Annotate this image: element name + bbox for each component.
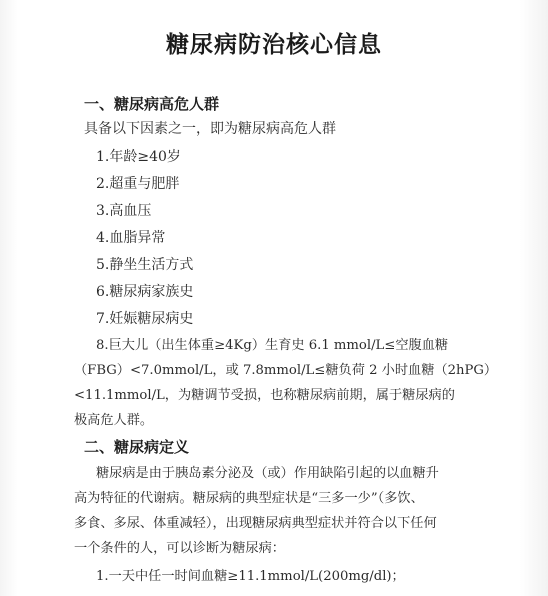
high-risk-intro: 具备以下因素之一，即为糖尿病高危人群 — [84, 121, 336, 137]
definition-paragraph-line: 糖尿病是由于胰岛素分泌及（或）作用缺陷引起的以血糖升 — [96, 466, 439, 481]
high-risk-item: 4.血脂异常 — [96, 230, 166, 246]
definition-paragraph-line: 多食、多尿、体重减轻），出现糖尿病典型症状并符合以下任何 — [74, 516, 437, 531]
definition-paragraph-line: 高为特征的代谢病。糖尿病的典型症状是“三多一少”（多饮、 — [74, 491, 424, 506]
high-risk-item-8-line: <11.1mmol/L，为糖调节受损，也称糖尿病前期，属于糖尿病的 — [74, 388, 455, 403]
high-risk-item-8-line: （FBG）<7.0mmol/L，或 7.8mmol/L≤糖负荷 2 小时血糖（2hPG） — [74, 363, 498, 378]
section-heading-high-risk: 一、糖尿病高危人群 — [84, 95, 220, 113]
section-heading-definition: 二、糖尿病定义 — [84, 438, 190, 456]
high-risk-item-8-line: 8.巨大儿（出生体重≥4Kg）生育史 6.1 mmol/L≤空腹血糖 — [96, 338, 449, 353]
high-risk-item: 5.静坐生活方式 — [96, 257, 194, 273]
diagnosis-criterion-item: 1.一天中任一时间血糖≥11.1mmol/L(200mg/dl)； — [96, 569, 405, 584]
high-risk-item: 3.高血压 — [96, 203, 152, 219]
high-risk-item: 6.糖尿病家族史 — [96, 284, 194, 300]
high-risk-item: 7.妊娠糖尿病史 — [96, 311, 194, 327]
high-risk-item: 1.年龄≥40岁 — [96, 149, 181, 165]
high-risk-item: 2.超重与肥胖 — [96, 176, 180, 192]
definition-paragraph-line: 一个条件的人，可以诊断为糖尿病： — [74, 541, 285, 556]
document-title: 糖尿病防治核心信息 — [166, 32, 382, 58]
high-risk-item-8-line: 极高危人群。 — [74, 413, 154, 428]
